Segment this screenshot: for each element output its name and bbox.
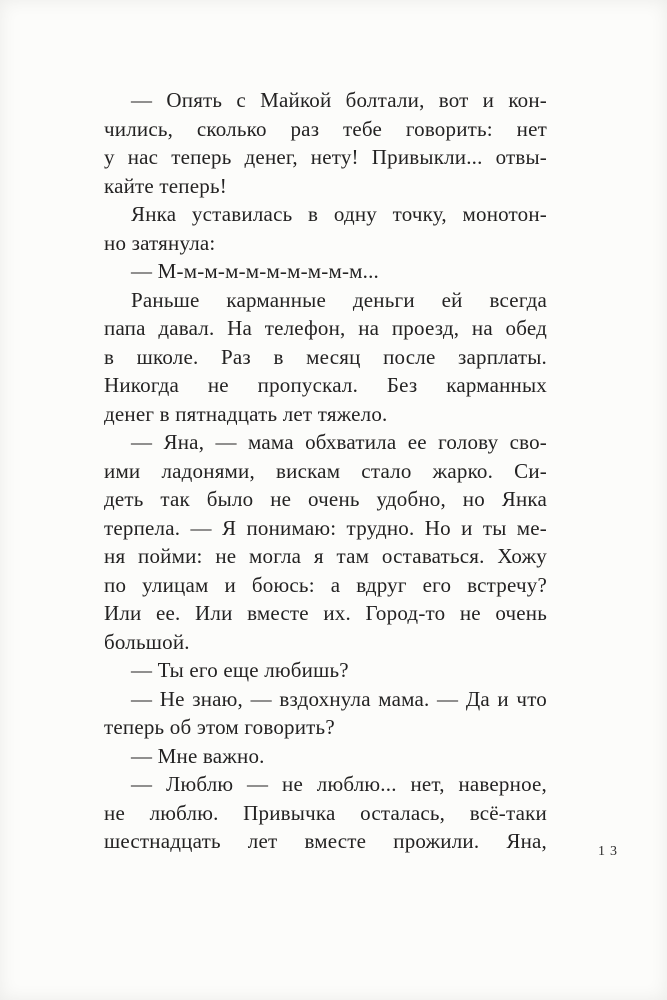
text-line: Или ее. Или вместе их. Город-то не очень <box>104 601 547 625</box>
paragraph <box>104 742 547 771</box>
text-line: — Люблю — не люблю... нет, наверное, <box>131 772 547 796</box>
paragraph <box>104 200 547 257</box>
text-line: денег в пятнадцать лет тяжело. <box>104 401 388 426</box>
text-line: Янка уставилась в одну точку, монотон- <box>131 202 547 226</box>
text-line: ня пойми: не могла я там оставаться. Хожу <box>104 544 547 568</box>
text-line: деть так было не очень удобно, но Янка <box>104 487 547 511</box>
text-line: — Ты его еще любишь? <box>131 658 349 682</box>
text-line: в школе. Раз в месяц после зарплаты. <box>104 344 547 369</box>
text-line: — М-м-м-м-м-м-м-м-м-м... <box>131 259 380 283</box>
text-line: кайте теперь! <box>104 173 227 198</box>
paragraph <box>104 286 547 429</box>
text-line: по улицам и боюсь: а вдруг его встречу? <box>104 572 547 597</box>
text-line: — Не знаю, — вздохнула мама. — Да и что <box>131 686 547 711</box>
text-line: но затянула: <box>104 230 216 255</box>
text-line: у нас теперь денег, нету! Привыкли... отвы- <box>104 145 547 169</box>
text-line: — Яна, — мама обхватила ее голову сво- <box>131 430 547 454</box>
text-line: не люблю. Привычка осталась, всё-таки <box>104 800 547 825</box>
text-line: Раньше карманные деньги ей всегда <box>131 287 547 312</box>
text-line: терпела. — Я понимаю: трудно. Но и ты ме- <box>104 515 547 540</box>
text-line: большой. <box>104 629 190 654</box>
text-line: шестнадцать лет вместе прожили. Яна, <box>104 829 547 853</box>
text-line: теперь об этом говорить? <box>104 715 335 739</box>
paragraph <box>104 86 547 200</box>
text-line: — Опять с Майкой болтали, вот и кон- <box>131 88 547 112</box>
text-line: — Мне важно. <box>131 743 265 768</box>
paragraph <box>104 656 547 685</box>
text-line: чились, сколько раз тебе говорить: нет <box>104 116 547 141</box>
paragraph <box>104 428 547 656</box>
text-block <box>104 86 547 856</box>
paragraph <box>104 770 547 856</box>
text-line: Никогда не пропускал. Без карманных <box>104 373 547 397</box>
text-line: папа давал. На телефон, на проезд, на обед <box>104 316 547 340</box>
text-line: ими ладонями, вискам стало жарко. Си- <box>104 458 547 483</box>
paragraph <box>104 685 547 742</box>
page-number: 13 <box>598 844 622 859</box>
paragraph <box>104 257 547 286</box>
